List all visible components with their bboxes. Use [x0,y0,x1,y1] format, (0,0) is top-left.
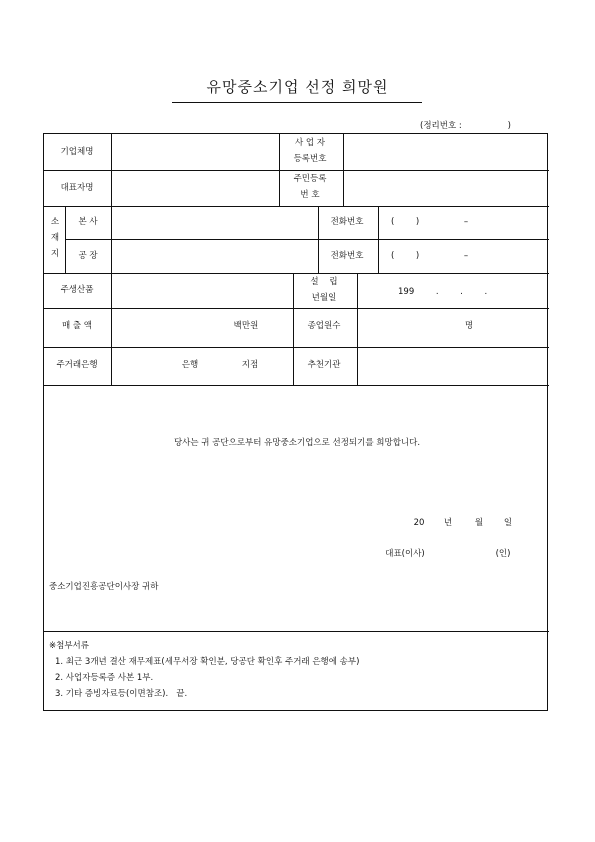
employees-unit: 명 [464,320,474,331]
head-office-phone-paren: ( ) [391,216,420,227]
row-divider [44,308,549,309]
resident-reg-label-line2: 번 호 [300,190,320,200]
founded-date-label [310,274,337,306]
main-product-label: 주생산품 [60,284,94,295]
factory-label: 공 장 [78,250,98,261]
date-month: 월 [474,517,484,528]
branch-unit: 지점 [241,359,259,370]
business-reg-label-line2: 등록번호 [293,154,327,164]
sales-unit: 백만원 [233,320,259,331]
column-divider [343,134,344,206]
application-form-table [43,133,548,711]
column-divider [279,134,280,206]
statement-text: 당사는 귀 공단으로부터 유망중소기업으로 선정되기를 희망합니다. [173,437,421,448]
head-office-phone-dash: – [463,216,469,227]
resident-reg-label [294,171,327,203]
factory-phone-paren: ( ) [391,250,420,261]
company-name-label: 기업체명 [60,146,94,157]
row-divider [44,631,549,632]
registration-number-label: (정리번호 : ) [420,121,511,131]
title-underline [172,102,422,103]
location-label-char: 재 [50,233,60,243]
row-divider [44,206,549,207]
sales-label: 매 출 액 [61,320,93,331]
phone-label: 전화번호 [330,216,364,227]
date-year-prefix: 20 [413,517,425,528]
resident-reg-label-line1: 주민등록 [293,174,327,184]
column-divider [318,206,319,273]
column-divider [357,273,358,385]
founded-date-label-line1: 설 립 [310,277,338,287]
column-divider [111,134,112,206]
signer-label: 대표(이사) [385,548,425,559]
addressee-text: 중소기업진흥공단이사장 귀하 [49,581,159,592]
employees-label: 종업원수 [307,320,341,331]
seal-label: (인) [495,548,511,559]
attachment-item: 3. 기타 증빙자료등(이면참조). 끝. [55,688,188,699]
business-reg-label [294,135,327,167]
attachment-item: 2. 사업자등록증 사본 1부. [55,672,154,683]
date-year: 년 [443,517,453,528]
column-divider [111,206,112,385]
business-reg-label-line1: 사 업 자 [294,138,326,148]
location-label [49,214,61,262]
date-day: 일 [503,517,513,528]
column-divider [293,273,294,308]
founded-date-label-line2: 년월일 [311,293,337,303]
head-office-label: 본 사 [78,216,98,227]
row-divider [44,273,549,274]
phone-label: 전화번호 [330,250,364,261]
founded-date-value: 199 . . . [398,286,488,297]
column-divider [378,206,379,273]
factory-phone-dash: – [463,250,469,261]
column-divider [65,206,66,273]
form-title: 유망중소기업 선정 희망원 [206,78,389,96]
recommender-label: 추천기관 [307,359,341,370]
location-label-char: 소 [50,217,60,227]
row-divider [44,385,549,386]
main-bank-label: 주거래은행 [56,359,98,370]
column-divider [293,308,294,385]
bank-unit: 은행 [181,359,199,370]
row-divider [65,239,549,240]
attachment-item: 1. 최근 3개년 결산 재무제표(세무서장 확인분, 당공단 확인후 주거래 은행에 송부) [55,656,360,667]
row-divider [44,347,549,348]
representative-label: 대표자명 [60,182,94,193]
attachments-header: ※첨부서류 [49,640,89,651]
location-label-char: 지 [50,249,60,259]
